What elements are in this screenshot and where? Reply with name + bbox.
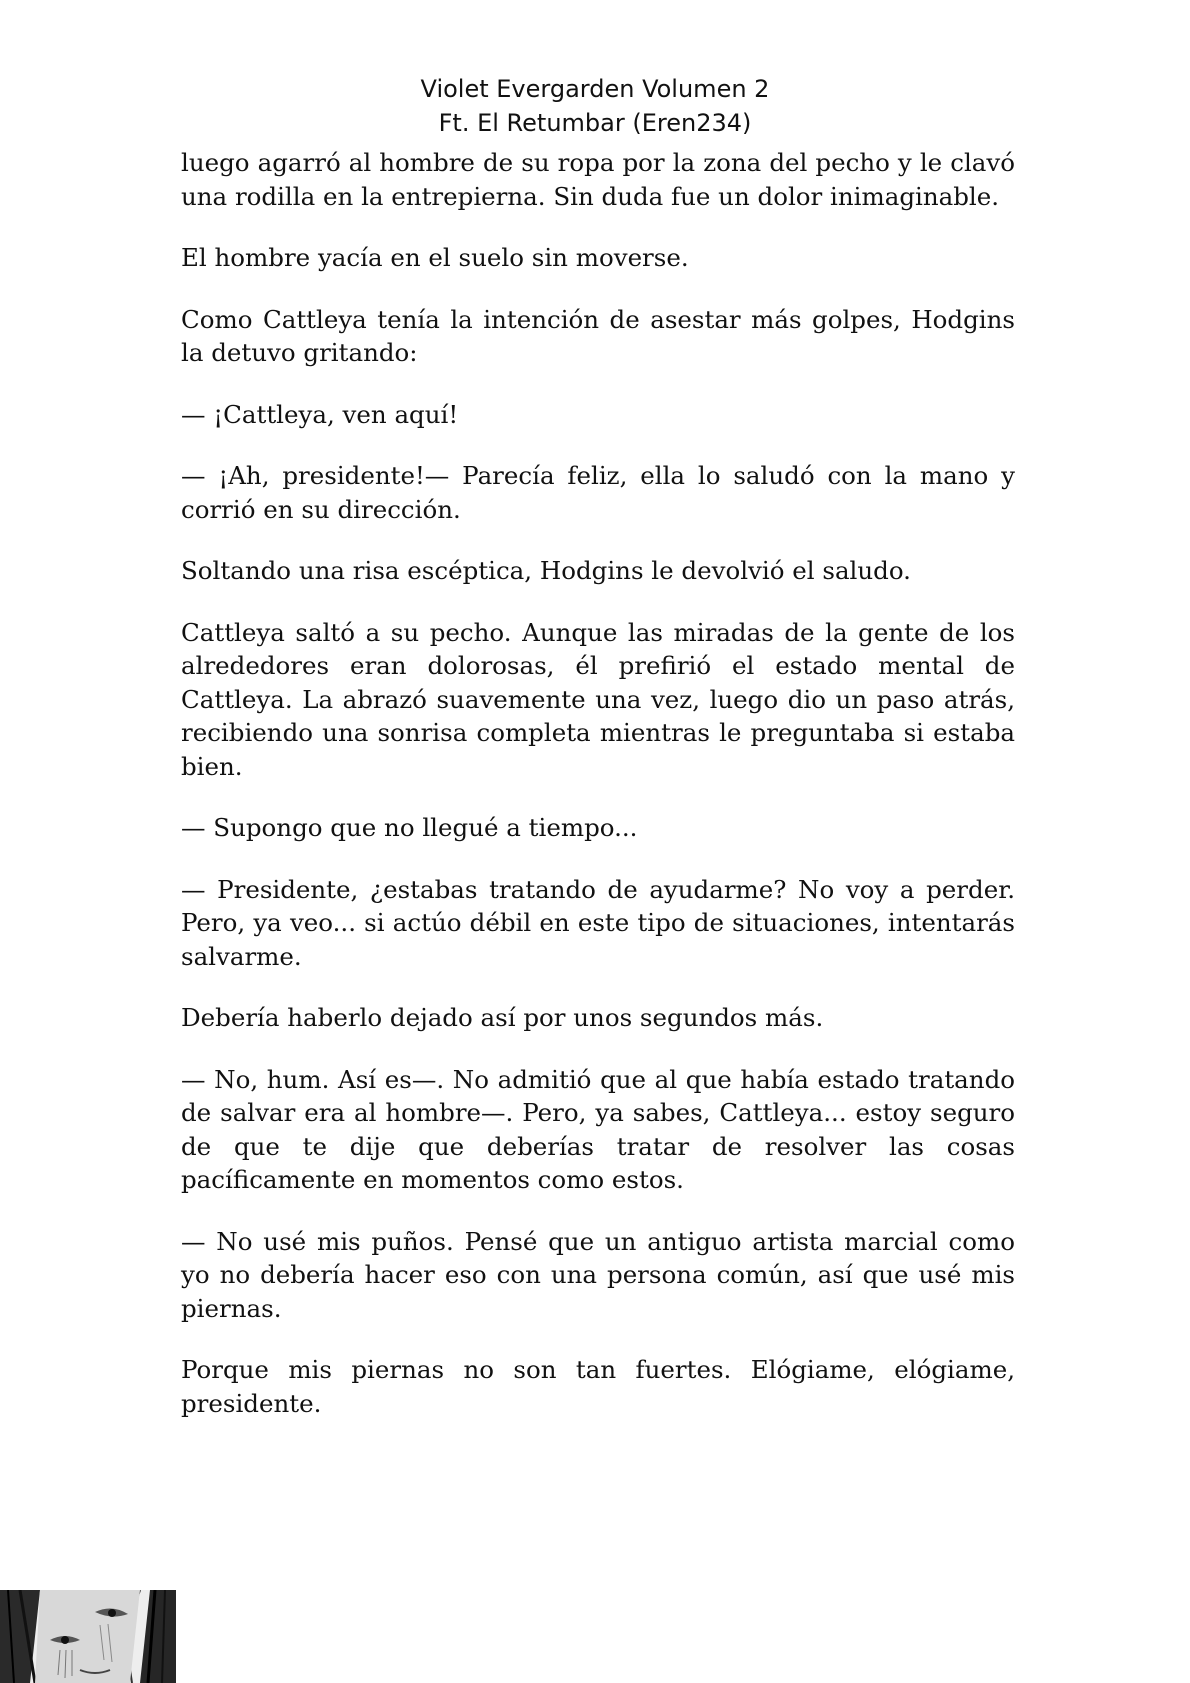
header-subtitle: Ft. El Retumbar (Eren234) bbox=[438, 109, 752, 137]
page-header bbox=[0, 72, 1190, 140]
paragraph: — ¡Cattleya, ven aquí! bbox=[181, 399, 459, 429]
paragraph: — ¡Ah, presidente!— Parecía feliz, ella lo saludó con la mano y corrió en su dirección. bbox=[181, 461, 1015, 524]
paragraph: Soltando una risa escéptica, Hodgins le devolvió el saludo. bbox=[181, 556, 911, 585]
paragraph: Porque mis piernas no son tan fuertes. Elógiame, elógiame, presidente. bbox=[181, 1355, 1015, 1418]
header-title: Violet Evergarden Volumen 2 bbox=[420, 75, 770, 103]
paragraph: Como Cattleya tenía la intención de asestar más golpes, Hodgins la detuvo gritando: bbox=[181, 304, 1015, 367]
manga-character-portrait-icon bbox=[0, 1590, 176, 1683]
paragraph: Debería haberlo dejado así por unos segundos más. bbox=[181, 1003, 824, 1032]
paragraph: luego agarró al hombre de su ropa por la zona del pecho y le clavó una rodilla en la entrepierna. Sin duda fue un dolor inimaginable. bbox=[181, 148, 1015, 211]
document-body bbox=[181, 146, 1015, 1448]
paragraph: El hombre yacía en el suelo sin moverse. bbox=[181, 243, 689, 272]
paragraph: — No, hum. Así es—. No admitió que al que había estado tratando de salvar era al hombre—. Pero, ya sabes, Cattleya... estoy seguro de que te dije que deberías tratar de resolver las cosas pacíficamente en momentos como estos. bbox=[181, 1064, 1015, 1194]
paragraph: — No usé mis puños. Pensé que un antiguo artista marcial como yo no debería hacer eso con una persona común, así que usé mis piernas. bbox=[181, 1226, 1015, 1323]
paragraph: — Presidente, ¿estabas tratando de ayudarme? No voy a perder. Pero, ya veo... si actúo débil en este tipo de situaciones, intentarás salvarme. bbox=[181, 874, 1015, 971]
paragraph: — Supongo que no llegué a tiempo... bbox=[181, 813, 638, 842]
paragraph: Cattleya saltó a su pecho. Aunque las miradas de la gente de los alrededores eran dolorosas, él prefirió el estado mental de Cattleya. La abrazó suavemente una vez, luego dio un paso atrás, recibiendo una sonrisa completa mientras le preguntaba si estaba bien. bbox=[181, 617, 1015, 781]
